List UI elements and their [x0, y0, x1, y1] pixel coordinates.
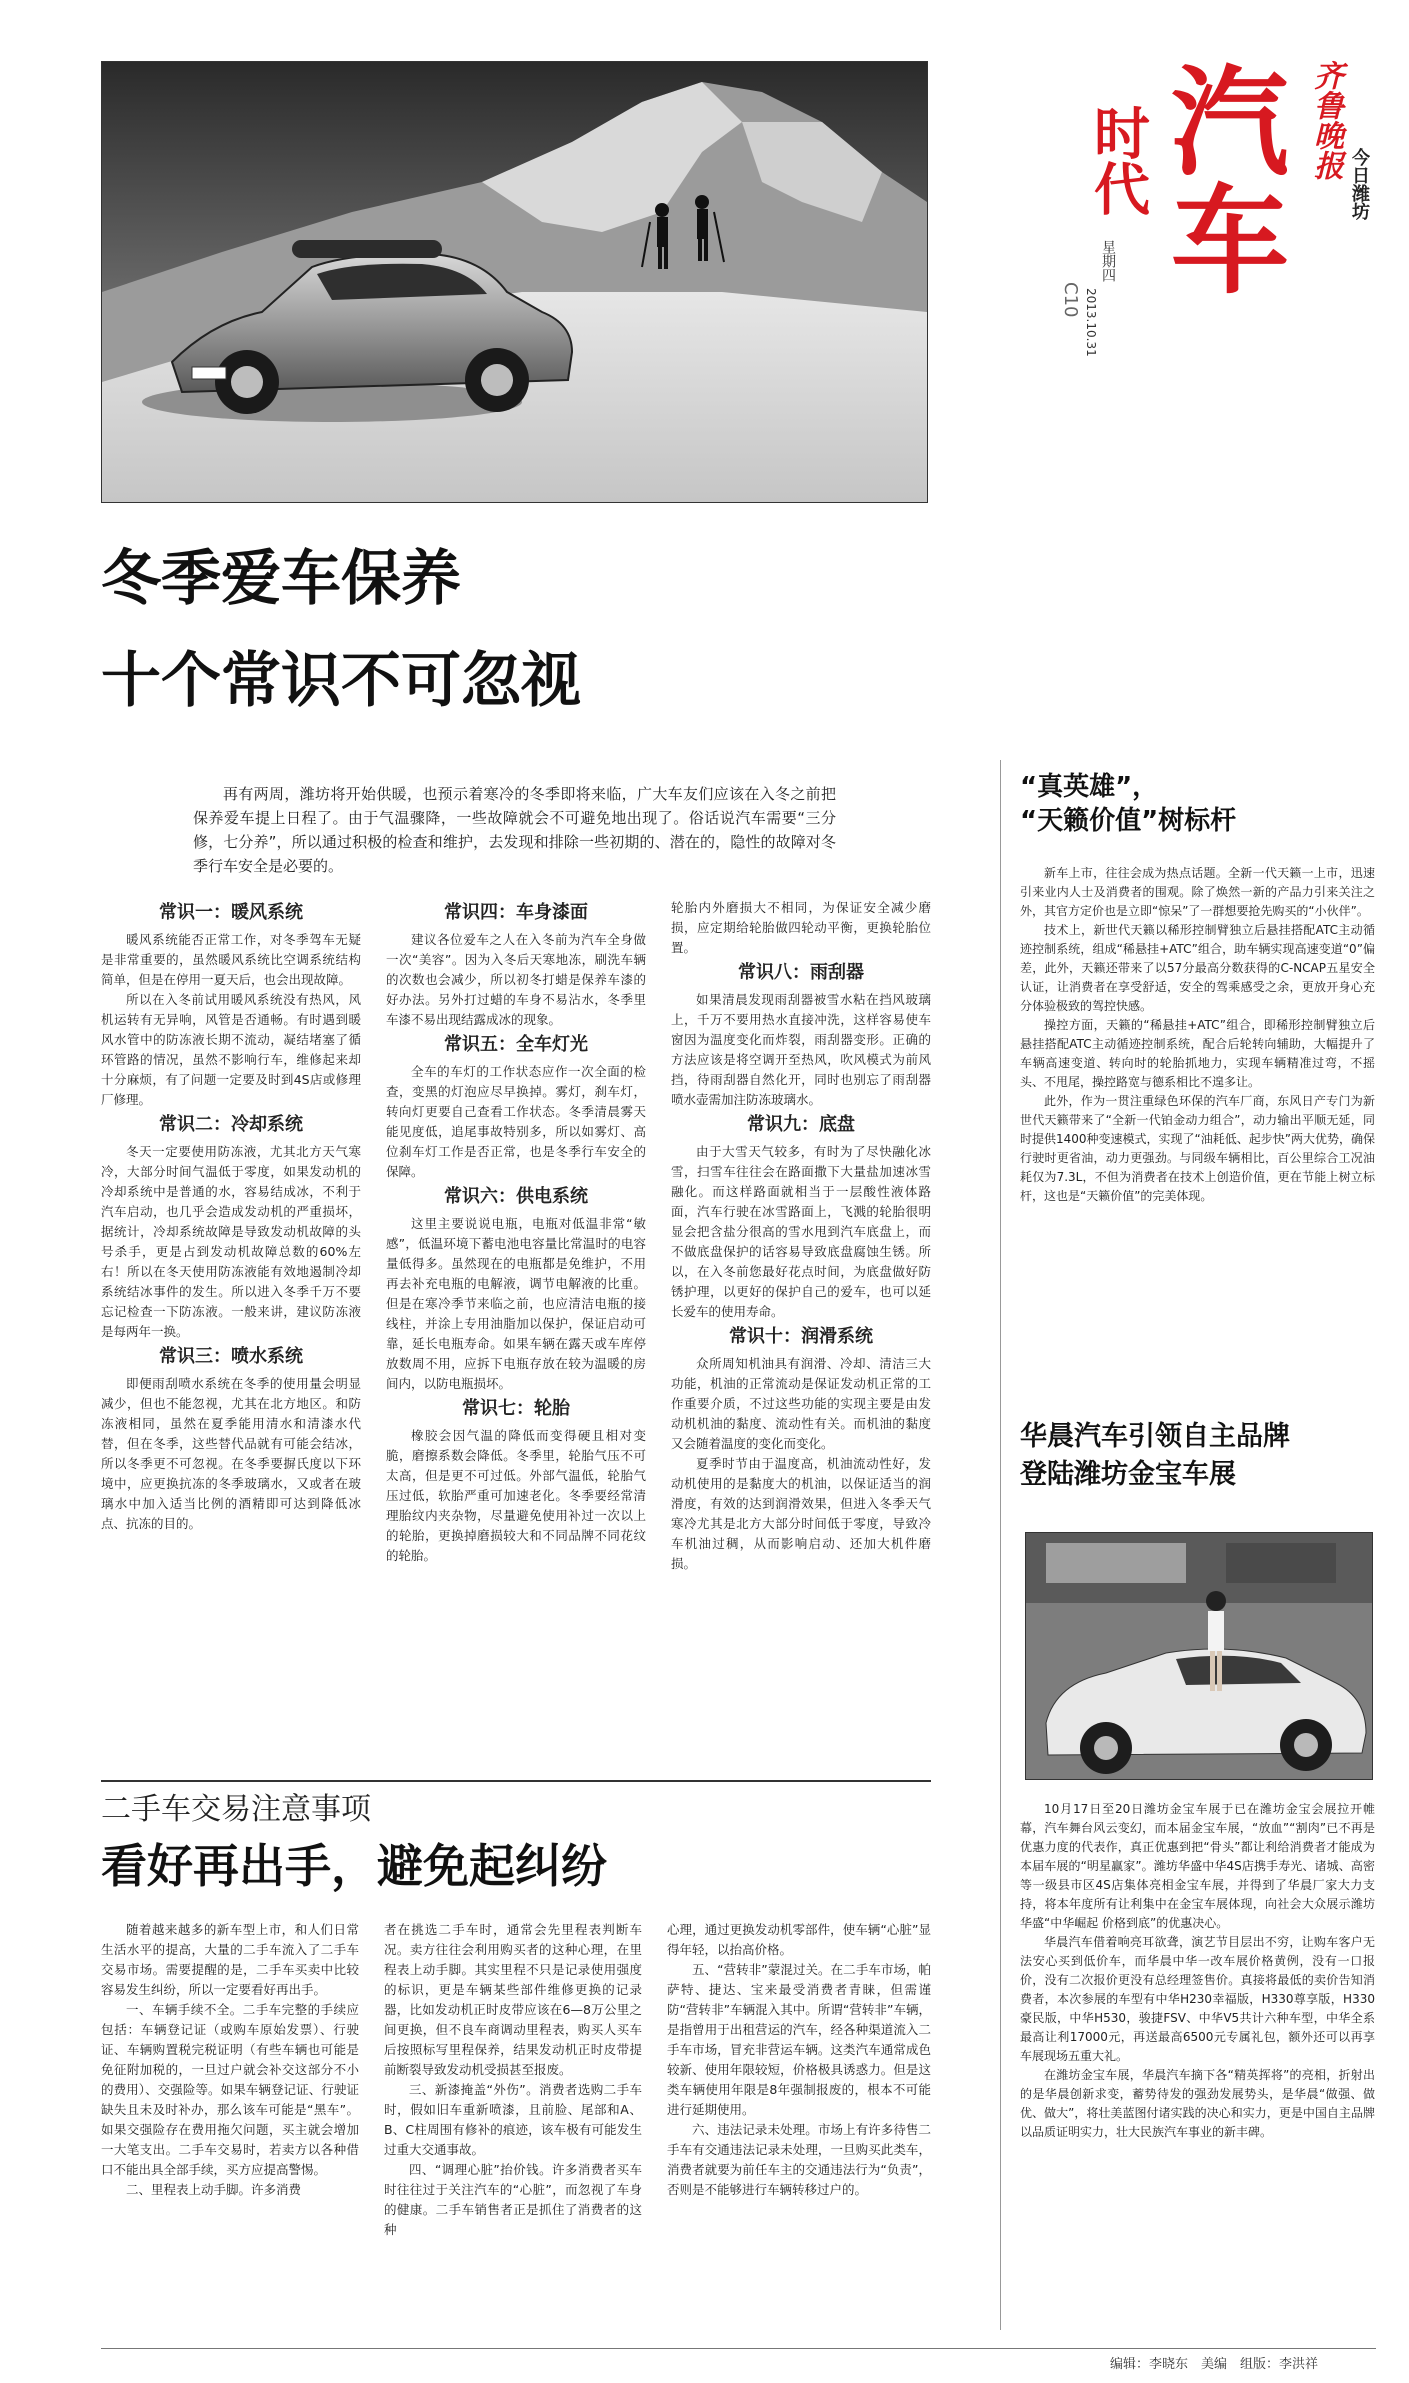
sidebar-paragraph: 新车上市，往往会成为热点话题。全新一代天籁一上市，迅速引来业内人士及消费者的围观。除了焕然一新的产品力引来关注之外，其官方定价也是立即“惊呆”了一群想要抢先购买的“小伙伴”。	[1020, 866, 1375, 918]
main-headline	[101, 540, 881, 720]
tip-title: 常识三：喷水系统	[159, 1346, 303, 1367]
tip-paragraph: 即便雨刮喷水系统在冬季的使用量会明显减少，但也不能忽视，尤其在北方地区。和防冻液相同，虽然在夏季能用清水和清漆水代替，但在冬季，这些替代品就有可能会结冰，所以冬季更不可忽视。在冬季要摒氏度以下环境中，应更换抗冻的冬季玻璃水，又或者在玻璃水中加入适当比例的酒精即可达到降低冰点、抗冻的目的。	[101, 1376, 361, 1531]
autoshow-photo	[1025, 1532, 1373, 1780]
credits: 编辑：李晓东 美编 组版：李洪祥	[1110, 2357, 1319, 2372]
tip-paragraph: 所以在入冬前试用暖风系统没有热风，风机运转有无异响，风管是否通畅。有时遇到暖风水管中的防冻液长期不流动，凝结堵塞了循环管路的情况，虽然不影响行车，维修起来却十分麻烦，有了问题一定要及时到4S店或修理厂修理。	[101, 992, 361, 1107]
paper-logo: 齐鲁晚报	[1308, 60, 1343, 180]
tip-paragraph: 众所周知机油具有润滑、冷却、清洁三大功能，机油的正常流动是保证发动机正常的工作重要介质，不过这些功能的实现主要是由发动机机油的黏度、流动性有关。而机油的黏度又会随着温度的变化而变化。	[671, 1356, 931, 1451]
edition-name: 今日潍坊	[1349, 148, 1370, 220]
sidebar-brilliance-title-2: 登陆潍坊金宝车展	[1020, 1459, 1236, 1490]
used-car-paragraph: 二、里程表上动手脚。许多消费	[126, 2182, 302, 2197]
tip-paragraph: 由于大雪天气较多，有时为了尽快融化冰雪，扫雪车往往会在路面撒下大量盐加速冰雪融化。而这样路面就相当于一层酸性液体路面，汽车行驶在冰雪路面上，飞溅的轮胎很明显会把含盐分很高的雪水甩到汽车底盘上，而不做底盘保护的话容易导致底盘腐蚀生锈。所以，在入冬前您最好花点时间，为底盘做好防锈护理，以更好的保护自己的爱车，也可以延长爱车的使用寿命。	[671, 1144, 931, 1319]
tip-title: 常识一：暖风系统	[159, 902, 303, 923]
issue-date: 2013.10.31	[1084, 288, 1098, 357]
headline-line2: 十个常识不可忽视	[101, 646, 581, 716]
bottom-rule	[101, 2348, 1376, 2349]
tip-paragraph: 这里主要说说电瓶，电瓶对低温非常“敏感”，低温环境下蓄电池电容量比常温时的电容量低得多。虽然现在的电瓶都是免维护，不用再去补充电瓶的电解液，调节电解液的比重。但是在寒冷季节来临之前，也应清洁电瓶的接线柱，并涂上专用油脂加以保护，保证启动可靠，延长电瓶寿命。如果车辆在露天或车库停放数周不用，应拆下电瓶存放在较为温暖的房间内，以防电瓶损坏。	[386, 1216, 646, 1391]
subsection-title: 时代	[1085, 104, 1150, 216]
sidebar-brilliance-title-1: 华晨汽车引领自主品牌	[1020, 1421, 1290, 1452]
sidebar-paragraph: 技术上，新世代天籁以稀形控制臂独立后悬挂搭配ATC主动循迹控制系统，组成“稀悬挂+ATC”组合，助车辆实现高速变道“0”偏差，此外，天籁还带来了以57分最高分数获得的C-NCAP五星安全认证，让消费者在享受舒适，安全的驾乘感受之余，更放开身心充分体验极致的驾控快感。	[1020, 923, 1375, 1013]
tip-title: 常识九：底盘	[747, 1114, 855, 1135]
used-car-column-1	[101, 1920, 359, 2200]
sidebar-paragraph: 华晨汽车借着响亮耳欲聋，演艺节目层出不穷，让购车客户无法安心买到低价车，而华晨中华一改车展价格黄例，没有一口报价，没有二次报价更没有总经理签售价。真接将最低的卖价告知消费者，本次参展的车型有中华H230幸福版，H330尊享版，H330豪民版，中华H530，骏捷FSV、中华V5共计六种车型，中华全系最高让利17000元，再送最高6500元专属礼包，额外还可以再享车展现场五重大礼。	[1020, 1935, 1375, 2063]
tip-title: 常识十：润滑系统	[729, 1326, 873, 1347]
column-separator	[1000, 760, 1001, 2330]
used-car-paragraph: 随着越来越多的新车型上市，和人们日常生活水平的提高，大量的二手车流入了二手车交易市场。需要提醒的是，二手车买卖中比较容易发生纠纷，所以一定要看好再出手。	[101, 1922, 359, 1997]
tip-paragraph: 全车的车灯的工作状态应作一次全面的检查，变黑的灯泡应尽早换掉。雾灯，刹车灯，转向灯更要自己查看工作状态。冬季清晨雾天能见度低，追尾事故特别多，所以如雾灯、高位刹车灯工作是否正常，也是冬季行车安全的保障。	[386, 1064, 646, 1179]
section-title: 汽车	[1151, 60, 1290, 296]
tips-column-1	[101, 898, 361, 1534]
page-number: C10	[1060, 282, 1081, 318]
used-car-paragraph: 六、违法记录未处理。市场上有许多待售二手车有交通违法记录未处理，一旦购买此类车，消费者就要为前任车主的交通违法行为“负责”，否则是不能够进行车辆转移过户的。	[667, 2122, 931, 2197]
tip-paragraph: 建议各位爱车之人在入冬前为汽车全身做一次“美容”。因为入冬后天寒地冻，刷洗车辆的次数也会减少，所以初冬打蜡是保养车漆的好办法。另外打过蜡的车身不易沾水，冬季里车漆不易出现结露成冰的现象。	[386, 932, 646, 1027]
used-car-paragraph: 者在挑选二手车时，通常会先里程表判断车况。卖方往往会利用购买者的这种心理，在里程表上动手脚。其实里程不只是记录使用强度的标识，更是车辆某些部件维修更换的记录器，比如发动机正时皮带应该在6—8万公里之间更换，但不良车商调动里程表，购买人买车后按照标写里程保养，结果发动机正时皮带提前断裂导致发动机受损甚至报废。	[384, 1922, 642, 2077]
sidebar-nissan-title-2: “天籁价值”树标杆	[1020, 806, 1237, 836]
tip-paragraph: 如果清晨发现雨刮器被雪水粘在挡风玻璃上，千万不要用热水直接冲洗，这样容易使车窗因为温度变化而炸裂，雨刮器变形。正确的方法应该是将空调开至热风，吹风模式为前风挡，待雨刮器自然化开，同时也别忘了雨刮器喷水壶需加注防冻玻璃水。	[671, 992, 931, 1107]
tip-title: 常识二：冷却系统	[159, 1114, 303, 1135]
tip-title: 常识七：轮胎	[462, 1398, 570, 1419]
tip-paragraph: 轮胎内外磨损大不相同，为保证安全减少磨损，应定期给轮胎做四轮动平衡，更换轮胎位置。	[671, 900, 931, 955]
lead-paragraph: 再有两周，潍坊将开始供暖，也预示着寒冷的冬季即将来临，广大车友们应该在入冬之前把保养爱车提上日程了。由于气温骤降，一些故障就会不可避免地出现了。俗话说汽车需要“三分修，七分养”，所以通过积极的检查和维护，去发现和排除一些初期的、潜在的，隐性的故障对冬季行车安全是必要的。	[193, 785, 836, 875]
tip-paragraph: 夏季时节由于温度高，机油流动性好，发动机使用的是黏度大的机油，以保证适当的润滑度，有效的达到润滑效果，但进入冬季天气寒冷尤其是北方大部分时间低于零度，导致冷车机油过稠，从而影响启动、还加大机件磨损。	[671, 1456, 931, 1571]
used-car-paragraph: 五、“营转非”蒙混过关。在二手车市场，帕萨特、捷达、宝来最受消费者青睐，但需谨防“营转非”车辆混入其中。所谓“营转非”车辆，是指曾用于出租营运的汽车，经各种渠道流入二手车市场，冒充非营运车辆。这类汽车通常成色较新、使用年限较短，价格极具诱惑力。但是这类车辆使用年限是8年强制报废的，根本不可能进行延期使用。	[667, 1962, 931, 2117]
sidebar-paragraph: 此外，作为一贯注重绿色环保的汽车厂商，东风日产专门为新世代天籁带来了“全新一代铂金动力组合”，动力输出平顺无延，同时提供1400种变速模式，实现了“油耗低、起步快”两大优势，确保行驶时更省油，动力更强劲。与同级车辆相比，百公里综合工况油耗仅为7.3L，不但为消费者在技术上创造价值，更在节能上树立标杆，这也是“天籁价值”的完美体现。	[1020, 1094, 1375, 1203]
sidebar-paragraph: 在潍坊金宝车展，华晨汽车摘下各“精英挥将”的亮相，折射出的是华晨创新求变，蓄势待发的强劲发展势头，是华晨“做强、做优、做大”，将壮美蓝图付诸实践的决心和实力，更是中国自主品牌以品质证明实力，壮大民族汽车事业的新丰碑。	[1020, 2068, 1375, 2139]
sidebar-nissan-title-1: “真英雄”，	[1020, 772, 1159, 802]
used-car-paragraph: 四、“调理心脏”抬价钱。许多消费者买车时往往过于关注汽车的“心脏”，而忽视了车身的健康。二手车销售者正是抓住了消费者的这种	[384, 2162, 642, 2237]
tips-column-3	[671, 898, 931, 1574]
section-divider	[101, 1780, 931, 1782]
main-photo-car-snow	[101, 61, 928, 503]
sidebar-paragraph: 10月17日至20日潍坊金宝车展于已在潍坊金宝会展拉开帷幕，汽车舞台风云变幻，而本届金宝车展，“放血”“割肉”已不再是优惠力度的代表作，真正优惠到把“骨头”都让利给消费者才能成为本届车展的“明星赢家”。潍坊华盛中华4S店携手寿光、诸城、高密等一级县市区4S店集体亮相金宝车展，并得到了华晨厂家大力支持，将本年度所有让利集中在金宝车展体现，向社会大众展示潍坊华盛“中华崛起 价格到底”的优惠决心。	[1020, 1802, 1375, 1930]
sidebar-brilliance-heading	[1020, 1418, 1375, 1494]
used-car-headline: 看好再出手，避免起纠纷	[101, 1839, 607, 1893]
used-car-column-2	[384, 1920, 642, 2240]
sidebar-nissan	[1020, 770, 1375, 1206]
headline-line1: 冬季爱车保养	[101, 544, 461, 614]
tip-title: 常识五：全车灯光	[444, 1034, 588, 1055]
tip-paragraph: 冬天一定要使用防冻液，尤其北方天气寒冷，大部分时间气温低于零度，如果发动机的冷却系统中是普通的水，容易结成冰，不利于汽车启动，也几乎会造成发动机的严重损坏，据统计，冷却系统故障是导致发动机故障的头号杀手，更是占到发动机故障总数的60%左右！所以在冬天使用防冻液能有效地遏制冷却系统结冰事件的发生。所以进入冬季千万不要忘记检查一下防冻液。一般来讲，建议防冻液是每两年一换。	[101, 1144, 361, 1339]
used-car-kicker: 二手车交易注意事项	[101, 1792, 371, 1827]
issue-weekday: 星期四	[1100, 240, 1116, 282]
tip-paragraph: 暖风系统能否正常工作，对冬季驾车无疑是非常重要的，虽然暖风系统比空调系统结构简单，但是在停用一夏天后，也会出现故障。	[101, 932, 361, 987]
tip-title: 常识六：供电系统	[444, 1186, 588, 1207]
sidebar-paragraph: 操控方面，天籁的“稀悬挂+ATC”组合，即稀形控制臂独立后悬挂搭配ATC主动循迹控制系统，配合后轮转向辅助，大幅提升了车辆高速变道、转向时的轮胎抓地力，实现车辆精准过弯，不摇头、不甩尾，操控路宽与德系相比不遑多让。	[1020, 1018, 1375, 1089]
used-car-paragraph: 三、新漆掩盖“外伤”。消费者选购二手车时，假如旧车重新喷漆，且前脸、尾部和A、B、C柱周围有修补的痕迹，该车极有可能发生过重大交通事故。	[384, 2082, 642, 2157]
masthead	[1010, 60, 1380, 360]
tips-column-2	[386, 898, 646, 1566]
used-car-paragraph: 一、车辆手续不全。二手车完整的手续应包括：车辆登记证（或购车原始发票）、行驶证、车辆购置税完税证明（有些车辆也可能是免征附加税的，一旦过户就会补交这部分不小的费用）、交强险等。如果车辆登记证、行驶证缺失且未及时补办，那么该车可能是“黑车”。如果交强险存在费用拖欠问题，买主就会增加一大笔支出。二手车交易时，若卖方以各种借口不能出具全部手续，买方应提高警惕。	[101, 2002, 359, 2177]
tip-paragraph: 橡胶会因气温的降低而变得硬且相对变脆，磨擦系数会降低。冬季里，轮胎气压不可太高，但是更不可过低。外部气温低，轮胎气压过低，软胎严重可加速老化。冬季要经常清理胎纹内夹杂物，尽量避免使用补过一次以上的轮胎，更换掉磨损较大和不同品牌不同花纹的轮胎。	[386, 1428, 646, 1563]
tip-title: 常识八：雨刮器	[738, 962, 864, 983]
used-car-column-3	[667, 1920, 931, 2200]
sidebar-brilliance-body	[1020, 1800, 1375, 2142]
tip-title: 常识四：车身漆面	[444, 902, 588, 923]
used-car-paragraph: 心理，通过更换发动机零部件，使车辆“心脏”显得年轻，以抬高价格。	[667, 1922, 931, 1957]
